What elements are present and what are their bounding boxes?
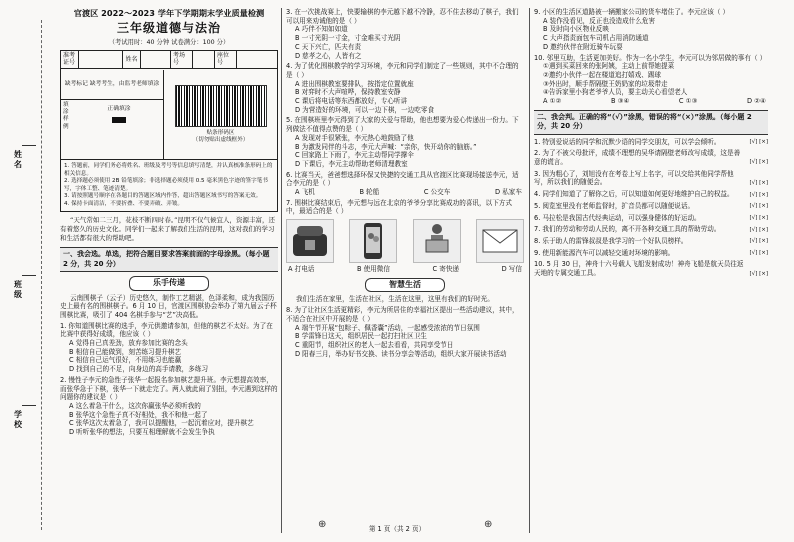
option-a[interactable]: A 端午节开展“包粽子、佩香囊”活动，一起感受浓浓的节日氛围 [295, 323, 480, 332]
column-divider [529, 8, 530, 533]
tf-mark[interactable]: [√] [×] [749, 250, 768, 257]
option-b[interactable]: B 学雷锋日这天，组织居民一起打扫社区卫生 [295, 332, 427, 341]
section-1-title: 一、我会选。单选，把符合题目要求答案前面的字母涂黑。（每小题 2 分，共 20 分） [60, 247, 278, 272]
tf-statement: 4. 同学们知道了了解你之后，可以知道如何更好地维护自己的权益。 [534, 190, 734, 199]
option-b[interactable]: B ③④ [610, 97, 630, 106]
info-row [61, 51, 277, 69]
candidate-info-box [60, 50, 278, 160]
banner-1: 乐手传递 [129, 276, 209, 291]
question-1 [60, 322, 278, 374]
option-a[interactable]: A 巧伴不知如如道 [295, 25, 348, 34]
banner-2: 智慧生活 [365, 278, 445, 293]
option-d[interactable]: D ②④ [746, 97, 766, 106]
question-stem: 9. 小区的生活区道路被一辆搬家公司的货车堵住了。李元应该（ ） [534, 8, 730, 16]
option-b[interactable]: B 一寸光阴一寸金，寸金难买寸光阴 [295, 34, 401, 43]
tf-mark[interactable]: [√] [×] [749, 191, 768, 198]
exam-title: 官渡区 2022～2023 学年下学期期末学业质量检测 [73, 8, 265, 18]
fill-example-label: 填涂样例 [63, 101, 69, 130]
intro-paragraph: “天气常如二三月，花枝不断四时春。”昆明不仅气候宜人，资源丰富，还有着悠久的历史文化。同学们一起来了解我们生活的昆明，这对我们的学习和生活都有很大的帮助吧。 [60, 216, 275, 243]
option-b[interactable]: B 为激发同伴的斗志，李元大声喊：“亲你，快开动你的脑筋。” [295, 142, 477, 151]
absent-label: 缺考标记 [64, 80, 88, 87]
tf-mark[interactable]: [√] [×] [749, 214, 768, 221]
option-a[interactable]: A 这么着急干什么，这次你赢张华必须听我的 [69, 402, 201, 410]
option-d[interactable]: D 为营造好的环境，可以一边下棋，一边吃零食 [295, 105, 435, 114]
statement-2: ②邀约小伙伴一起在楼道追打嬉戏、踢球 [543, 70, 662, 79]
fill-correct-label: 正确填涂 [107, 105, 131, 112]
name-field[interactable] [141, 51, 171, 68]
option-d[interactable]: D 找到自己的不足，向身边的高手请教，多练习 [69, 365, 209, 374]
seat-label: 座位号 [215, 51, 237, 68]
question-stem: 3. 在一次挑战赛上，快要输棋的李元越下越不冷静，忍不住去移动了棋子，我们可以用来劝诫他的是（ ） [286, 8, 519, 25]
question-stem: 1. 你知道围棋比赛的选手，李元供邀请参加，但他的棋艺不太好。为了在比赛中获得好成绩，他应该（ ） [60, 321, 273, 339]
option-d[interactable]: D 听听张华的想法，只要互相理解就不会发生争执 [69, 428, 215, 437]
question-stem: 5. 在围棋班里李元得到了大家的关爱与帮助，他也想要为爱心传递出一份力。下列做法不值得点赞的是（ ） [286, 116, 519, 134]
tf-mark[interactable]: [√] [×] [749, 238, 768, 245]
absent-note: 缺考考生，由监考老师填涂 [89, 80, 160, 87]
note-item: 4. 保持卡面清洁，不要折叠、不要弄破、弄皱。 [64, 200, 183, 207]
option-d[interactable]: D 邀约伙伴在附近骑车玩耍 [543, 42, 623, 51]
option-c[interactable]: C 张华这次太着急了，我可以提醒他，一起沉着应对，提升棋艺 [69, 419, 254, 428]
admission-field[interactable] [79, 51, 123, 68]
statement-1: ①遇到买菜回来的张阿姨，主动上前帮她提菜 [543, 62, 675, 71]
statement-4: ④告诉家里小狗老爷爷人员，要主动关心看望老人 [543, 88, 688, 97]
option-c[interactable]: C 天下兴亡，匹夫有责 [295, 42, 362, 51]
tf-statement: 1. 特别爱说话的同学和沉默少语的同学交朋友，可以学会倾听。 [534, 137, 721, 146]
wechat-phone-picture [349, 219, 397, 263]
tf-statement: 6. 马拉松是我国古代经典运动，可以强身健体的好运动。 [534, 213, 701, 222]
seat-field[interactable] [237, 51, 277, 68]
column-2 [286, 8, 524, 358]
picture-option-labels [286, 265, 524, 274]
note-item: 3. 请按照题号顺序在各题目的答题区域内作答，超出答题区域书写的答案无效。 [64, 193, 262, 200]
tf-mark[interactable]: [√] [×] [749, 139, 768, 146]
subject-title: 三年级道德与法治 [116, 20, 221, 35]
school-label: 学校 [13, 410, 23, 430]
option-b[interactable]: B 使用微信 [356, 265, 390, 274]
tf-statement: 7. 我们的劳动和劳动人民的，离不开各种交通工具的帮助劳动。 [534, 225, 721, 234]
exam-meta: （考试用时：40 分钟 试卷满分：100 分） [108, 38, 230, 46]
tf-item [534, 225, 768, 234]
option-c[interactable]: C 寄快递 [432, 265, 460, 274]
option-b[interactable]: B 对弈时不大声喧哗，保持教室安静 [295, 88, 401, 97]
phone-picture [286, 219, 334, 263]
question-3 [286, 8, 524, 60]
statement-3: ③外出时，顺手帮隔壁王奶奶家的垃圾带走 [543, 79, 668, 88]
exam-notes [60, 160, 278, 212]
option-c[interactable]: C 课后将电话等东西都放好，专心听讲 [295, 97, 408, 106]
tf-statement: 2. 为了不被父母批评，成绩不理想的吴华请隔壁老师改写成绩，这是善意的谎言。 [534, 149, 741, 167]
exam-room-field[interactable] [193, 51, 215, 68]
tf-item [534, 214, 768, 223]
option-b[interactable]: B 相信自己能做到，刻苦练习提升棋艺 [69, 347, 182, 356]
tf-mark[interactable]: [√] [×] [749, 270, 768, 277]
question-8 [286, 306, 524, 358]
option-d[interactable]: D 写信 [501, 265, 522, 274]
tf-item [534, 202, 768, 211]
option-c[interactable]: C 公交车 [423, 188, 451, 197]
tf-item [534, 237, 768, 246]
barcode [175, 85, 267, 127]
barcode-area [163, 70, 277, 159]
option-b[interactable]: B 张华这个急性子真不好相处，我不和他一起了 [69, 410, 208, 419]
tf-mark[interactable]: [√] [×] [749, 159, 768, 166]
section-2-title: 二、我会判。正确的将“（√）”涂黑，错误的将“（×）”涂黑。（每小题 2 分，共 20 分） [534, 110, 768, 135]
true-false-list [534, 138, 768, 278]
absent-box[interactable] [61, 70, 163, 100]
picture-options [286, 219, 524, 263]
note-item: 2. 选择题必须使用 2B 铅笔填涂；非选择题必须使用 0.5 毫米黑色字迹的签字笔书写，字体工整、笔迹清楚。 [64, 178, 268, 192]
tf-mark[interactable]: [√] [×] [749, 179, 768, 186]
option-a[interactable]: A 装作没看见，反正也没造成什么危害 [543, 16, 656, 25]
option-d[interactable]: D 下课后，李元主动帮助老师清理教室 [295, 159, 408, 168]
question-10 [534, 54, 768, 106]
option-c[interactable]: C ①③ [678, 97, 698, 106]
option-a[interactable]: A 飞机 [295, 188, 315, 197]
option-a[interactable]: A 打电话 [288, 265, 315, 274]
tf-statement: 10. 5 月 30 日，神舟十六号载人飞船发射成功！神舟飞船是航天员往返天地的专属交通工具。 [534, 260, 744, 278]
question-4 [286, 62, 524, 114]
question-5 [286, 116, 524, 168]
tf-mark[interactable]: [√] [×] [749, 203, 768, 210]
question-stem: 6. 比赛当天，爸爸想选择环保又快捷的交通工具从官渡区比赛现场接送李元，适合李元的是（ ） [286, 170, 519, 188]
name-label: 姓名 [13, 150, 23, 170]
tf-item [534, 138, 768, 147]
registration-mark-icon: ⊕ [318, 519, 327, 530]
option-c[interactable]: C 相信自己运气很好，不用练习也能赢 [69, 356, 182, 365]
registration-mark-icon: ⊕ [484, 519, 493, 530]
barcode-text: 贴条形码区 [206, 129, 235, 136]
question-stem: 8. 为了让社区生活更精彩，李元为所居住的幸福社区提出一些活动建议，其中，不适合在社区中开展的是（ ） [286, 306, 519, 323]
fill-example [61, 100, 163, 158]
option-a[interactable]: A 发现对手很紧张，李元热心地鼓励了他 [295, 133, 414, 142]
question-9 [534, 8, 768, 52]
binding-margin [0, 0, 58, 542]
tf-statement: 8. 乐于助人的雷锋叔叔是我学习的一个好队员榜样。 [534, 236, 688, 245]
inline-options [534, 97, 768, 106]
tf-item [534, 170, 768, 187]
tf-statement: 9. 使用新能源汽车可以减轻交通对环境的影响。 [534, 248, 675, 257]
column-divider [281, 8, 282, 533]
column-1 [60, 8, 278, 437]
tf-item [534, 249, 768, 258]
admission-label: 准考证号 [61, 51, 79, 68]
tf-item [534, 260, 768, 277]
margin-underline [22, 275, 36, 276]
absent-and-fill [61, 70, 163, 159]
passage-2: 我们生活在家里，生活在社区，生活在这里，这里有我们的好时光。 [296, 295, 494, 304]
option-c[interactable]: C 回家路上下雨了，李元主动帮同学撑伞 [295, 151, 414, 160]
option-c[interactable]: C 重阳节，组织社区的老人一起去看看，共同享受节日 [295, 340, 454, 349]
column-3 [534, 8, 768, 278]
margin-underline [22, 145, 36, 146]
inline-options [286, 188, 524, 197]
tf-statement: 3. 因为粗心了，刘旭没有在考卷上写上名字，可以交给其他同学帮他写，所以我们的随便会。 [534, 169, 734, 187]
passage-1: 云南围棋子（云子）历史悠久，制作工艺精湛，色泽柔和，成为我国历史上最有名的围棋棋子。6 月 10 日，官渡区围棋协会举办了第九届云子杯围棋比赛，吸引了 404 名棋手参与“艺”决高低。 [60, 293, 277, 319]
tf-item [534, 149, 768, 166]
letter-picture [476, 219, 524, 263]
question-2 [60, 376, 278, 437]
option-c[interactable]: C 大声指责面包车司机占用消防通道 [543, 34, 649, 43]
option-a[interactable]: A ①② [543, 97, 562, 106]
tf-item [534, 190, 768, 199]
option-b[interactable]: B 及时向小区物业反映 [543, 25, 609, 34]
question-stem: 4. 为了优化围棋教学的学习环境，李元和同学们制定了一些规则，其中不合理的是（ ） [286, 62, 519, 79]
courier-picture [413, 219, 461, 263]
cut-line [41, 20, 42, 530]
option-d[interactable]: D 私家车 [495, 188, 522, 197]
question-6 [286, 171, 524, 197]
margin-underline [22, 405, 36, 406]
tf-mark[interactable]: [√] [×] [749, 226, 768, 233]
option-a[interactable]: A 进出围棋教室要排队，按指定位置就座 [295, 79, 414, 88]
class-label: 班级 [13, 280, 23, 300]
option-d[interactable]: D 慈孝之心，人皆有之 [295, 51, 362, 60]
question-stem: 10. 邻里互助，生活更加美好。作为一名小学生，李元可以为邻居做的事有（ ） [534, 53, 767, 62]
question-stem: 7. 围棋比赛结束后，李元想与远在北京的爷爷分享比赛成功的喜讯，以下方式中，最适合的是（ ） [286, 198, 512, 216]
name-cell-label: 姓名 [123, 51, 141, 68]
note-item: 1. 答题前，同学们务必将姓名、班级及考号等信息填写清楚，并认真核准条形码上的相关信息。 [64, 162, 273, 177]
barcode-note: （切勿贴出虚线框外） [192, 136, 249, 143]
exam-room-label: 考场号 [171, 51, 193, 68]
question-7 [286, 199, 524, 274]
option-b[interactable]: B 轮船 [359, 188, 380, 197]
option-d[interactable]: D 阳春三月，举办好书交换、读书分享会等活动，组织大家开展读书活动 [295, 349, 507, 358]
option-a[interactable]: A 觉得自己真差劲，放弃参加比赛的念头 [69, 339, 188, 348]
question-stem: 2. 慢性子李元的急性子张华一起报名参加棋艺提升班。李元想提高效率，而张华急于下棋，张华一下就走完了。两人就此闹了别扭，李元遇到这样的问题你的建议是（ ） [60, 375, 278, 402]
fill-sample-mark [112, 117, 126, 123]
page-footer: 第 1 页（共 2 页） [368, 525, 426, 533]
tf-statement: 5. 阅览室里没有老师监督时，扩音员都可以随便说话。 [534, 201, 695, 210]
